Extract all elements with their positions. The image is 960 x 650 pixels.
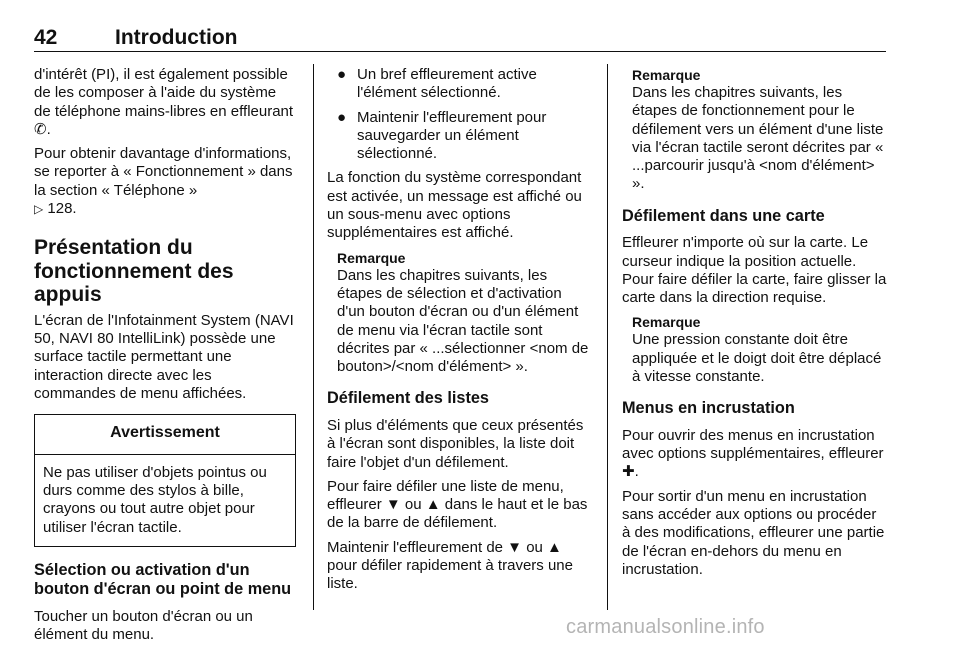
heading-overview: Présentation du fonctionnement des appuis xyxy=(34,236,234,307)
note-text: Dans les chapitres suivants, les étapes de fonctionnement pour le défilement vers un élément d'une liste via l'écran tactile seront décrites par « ...parcourir jusqu'à <nom d'élément> ». xyxy=(632,84,884,193)
warning-box xyxy=(34,414,296,546)
column-2 xyxy=(327,66,591,600)
column-divider xyxy=(607,64,608,610)
watermark: carmanualsonline.info xyxy=(566,616,765,638)
page-number: 42 xyxy=(34,26,58,49)
popup-paragraph: Pour sortir d'un menu en incrustation sans accéder aux options ou procéder à des modifications, effleurer une partie de l'écran en-dehors du menu en incrustation. xyxy=(622,487,885,578)
function-paragraph: La fonction du système correspondant est activée, un message est affiché ou un sous-menu avec options supplémentaires est affiché. xyxy=(327,169,582,242)
heading-map: Défilement dans une carte xyxy=(622,206,825,225)
lists-paragraph: Maintenir l'effleurement de ▼ ou ▲ pour défiler rapidement à travers une liste. xyxy=(327,538,573,593)
overview-paragraph: L'écran de l'Infotainment System (NAVI 50, NAVI 80 IntelliLink) possède une surface tactile permettant une interaction directe avec les commandes de menu affichées. xyxy=(34,311,294,403)
warning-text: Ne pas utiliser d'objets pointus ou durs comme des stylos à bille, crayons ou tout autre objet pour utiliser l'écran tactile. xyxy=(43,463,267,536)
lists-paragraph: Si plus d'éléments que ceux présentés à l'écran sont disponibles, la liste doit faire l'objet d'un défilement. xyxy=(327,416,584,471)
heading-popup: Menus en incrustation xyxy=(622,399,795,418)
note-block xyxy=(622,66,888,194)
intro-paragraph: d'intérêt (PI), il est également possible de les composer à l'aide du système de téléphone mains-libres en effleurant ✆. xyxy=(34,66,294,138)
bullet-icon: ● xyxy=(337,66,347,83)
note-label: Remarque xyxy=(632,67,701,83)
note-text: Dans les chapitres suivants, les étapes de sélection et d'activation d'un bouton d'écran ou d'un élément de menu via l'écran tactile sont décrites par « ...sélectionner <nom de bouton>/<nom d'élément> ». xyxy=(337,266,589,376)
heading-selection: Sélection ou activation d'un bouton d'écran ou point de menu xyxy=(34,560,292,599)
plus-icon: ✚ xyxy=(622,463,635,481)
selection-paragraph: Toucher un bouton d'écran ou un élément du menu. xyxy=(34,607,253,644)
note-block xyxy=(327,249,591,377)
column-divider xyxy=(313,64,314,610)
section-title: Introduction xyxy=(115,26,238,49)
intro-paragraph: Pour obtenir davantage d'informations, se reporter à « Fonctionnement » dans la section « Téléphone » ▷ 128. xyxy=(34,145,293,218)
bullet-item: ● Un bref effleurement active l'élément sélectionné. xyxy=(337,66,537,102)
note-label: Remarque xyxy=(632,314,701,331)
lists-paragraph: Pour faire défiler une liste de menu, effleurer ▼ ou ▲ dans le haut et le bas de la barre de défilement. xyxy=(327,477,588,532)
heading-lists: Défilement des listes xyxy=(327,389,489,408)
bullet-item: ● Maintenir l'effleurement pour sauvegarder un élément sélectionné. xyxy=(337,108,547,163)
bullet-icon: ● xyxy=(337,108,347,126)
column-1 xyxy=(34,66,296,650)
popup-paragraph: Pour ouvrir des menus en incrustation avec options supplémentaires, effleurer ✚. xyxy=(622,426,884,481)
warning-title: Avertissement xyxy=(35,415,295,454)
page-ref-icon: ▷ xyxy=(34,202,44,217)
note-text: Une pression constante doit être appliquée et le doigt doit être déplacé à vitesse constante. xyxy=(632,331,882,386)
note-block xyxy=(622,313,888,386)
map-paragraph: Effleurer n'importe où sur la carte. Le curseur indique la position actuelle. Pour faire défiler la carte, faire glisser la carte dans la direction requise. xyxy=(622,234,887,307)
page-ref-link[interactable]: 128. xyxy=(47,200,77,218)
column-3 xyxy=(622,66,888,585)
page-header xyxy=(34,27,886,52)
phone-icon: ✆ xyxy=(34,120,47,138)
note-label: Remarque xyxy=(337,249,406,266)
